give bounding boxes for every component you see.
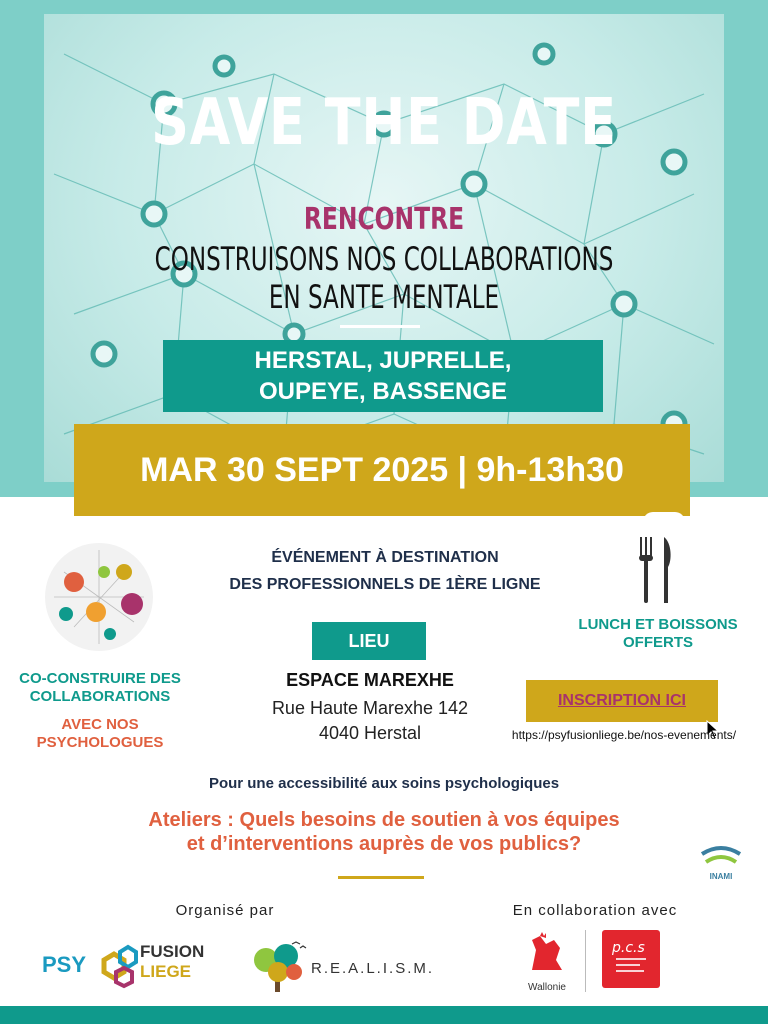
psy-logo-text: PSY	[42, 952, 87, 977]
audience-text	[200, 544, 570, 598]
inami-label: INAMI	[709, 872, 733, 881]
save-the-date-heading: SAVE THE DATE	[151, 86, 617, 160]
event-title-line2: EN SANTE MENTALE	[268, 278, 500, 316]
towns-line1: HERSTAL, JUPRELLE,	[254, 347, 512, 374]
lieu-label: LIEU	[312, 622, 426, 660]
access-tagline: Pour une accessibilité aux soins psychologiques	[208, 775, 560, 792]
inscription-link[interactable]: INSCRIPTION ICI	[526, 680, 718, 722]
audience-line1: ÉVÉNEMENT À DESTINATION	[271, 549, 499, 566]
rencontre-label: RENCONTRE	[303, 202, 465, 237]
co-construire-text	[0, 670, 200, 706]
pcs-logo	[602, 930, 660, 988]
ateliers-line2: et d’interventions auprès de vos publics?	[186, 833, 582, 855]
lunch-text	[548, 616, 768, 652]
lunch-line1: LUNCH ET BOISSONS	[578, 616, 738, 633]
logo-divider	[585, 930, 586, 992]
left-text-line1: CO-CONSTRUIRE DES	[19, 670, 181, 687]
left-text-line3: AVEC NOS	[61, 716, 139, 733]
svg-text:p.c.s: p.c.s	[612, 940, 645, 956]
psychologues-text	[0, 716, 200, 752]
date-banner: MAR 30 SEPT 2025 | 9h-13h30	[74, 424, 690, 516]
ateliers-line1: Ateliers : Quels besoins de soutien à vos équipes	[148, 809, 620, 831]
bottom-band	[0, 1006, 768, 1024]
venue-street: Rue Haute Marexhe 142	[271, 698, 469, 718]
collaboration-label: En collaboration avec	[512, 902, 678, 919]
realism-tree-icon	[248, 938, 308, 992]
audience-line2: DES PROFESSIONNELS DE 1ÈRE LIGNE	[229, 576, 541, 593]
event-title-line1: CONSTRUISONS NOS COLLABORATIONS	[154, 240, 614, 278]
registration-url[interactable]: https://psyfusionliege.be/nos-evenements/	[511, 728, 737, 742]
realism-logo-text: R.E.A.L.I.S.M.	[311, 960, 435, 977]
left-text-line4: PSYCHOLOGUES	[36, 734, 164, 751]
organised-by-label: Organisé par	[175, 902, 275, 919]
fusion-logo-text: FUSION	[140, 942, 205, 961]
left-text-line2: COLLABORATIONS	[29, 688, 171, 705]
ateliers-text	[60, 808, 708, 856]
cutlery-icon	[636, 537, 676, 603]
people-network-icon	[44, 542, 154, 652]
liege-logo-text: LIEGE	[140, 962, 192, 981]
title-divider	[340, 325, 420, 328]
pcs-logo-icon	[602, 930, 660, 988]
section-divider	[338, 876, 424, 879]
venue-name: ESPACE MAREXHE	[286, 670, 454, 690]
venue-city: 4040 Herstal	[318, 723, 422, 743]
wallonie-label: Wallonie	[528, 982, 566, 993]
towns-banner	[163, 340, 603, 412]
wallonie-rooster-icon	[520, 930, 570, 980]
towns-line2: OUPEYE, BASSENGE	[258, 378, 508, 405]
date-banner-notch	[643, 512, 685, 524]
lunch-line2: OFFERTS	[623, 634, 693, 651]
